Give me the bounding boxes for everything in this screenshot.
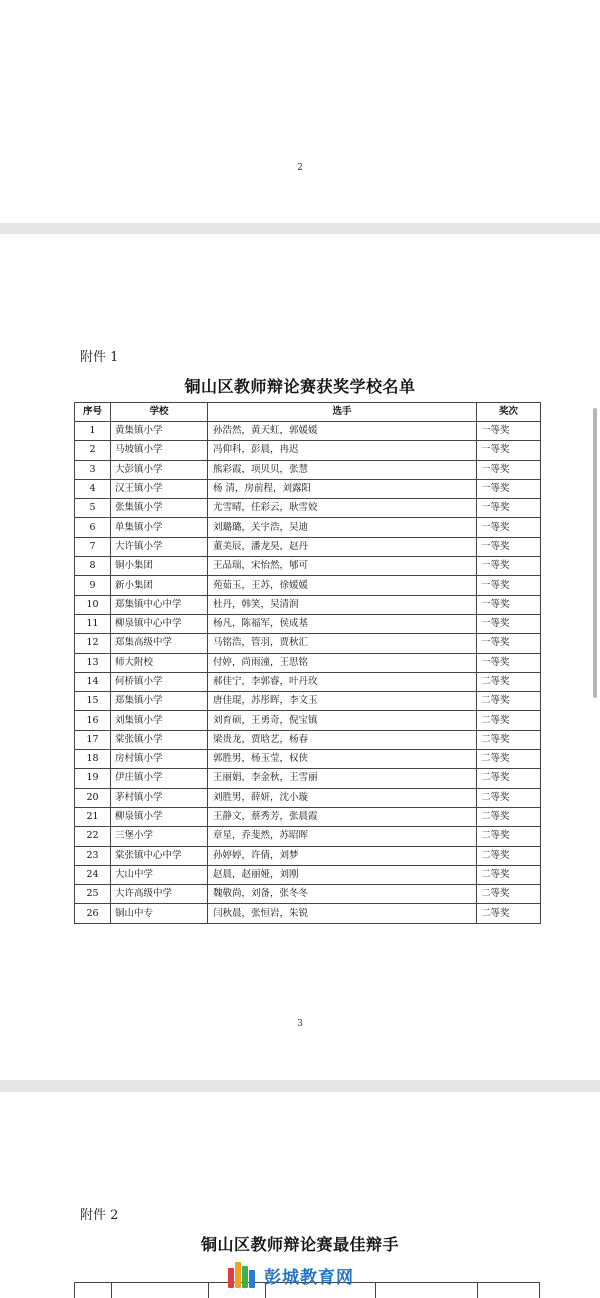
school-name: 郑集高级中学	[111, 634, 208, 653]
site-watermark	[228, 1262, 354, 1288]
row-number: 19	[75, 769, 111, 788]
column-header-players: 选手	[208, 403, 477, 422]
row-number: 25	[75, 885, 111, 904]
school-name: 棠张镇小学	[111, 730, 208, 749]
award-level: 一等奖	[477, 595, 541, 614]
row-number: 17	[75, 730, 111, 749]
players: 苑茹玉，王苏，徐媛媛	[208, 576, 477, 595]
players: 杜丹，韩笑，吴清润	[208, 595, 477, 614]
table-row	[75, 730, 541, 749]
award-level: 二等奖	[477, 730, 541, 749]
award-level: 二等奖	[477, 865, 541, 884]
school-name: 刘集镇小学	[111, 711, 208, 730]
award-level: 二等奖	[477, 904, 541, 923]
row-number: 13	[75, 653, 111, 672]
table-row	[75, 692, 541, 711]
table-row	[75, 769, 541, 788]
award-level: 二等奖	[477, 846, 541, 865]
page-number: 2	[297, 163, 303, 173]
players: 马铭浩，管羽，贾秋汇	[208, 634, 477, 653]
school-name: 何桥镇小学	[111, 672, 208, 691]
players: 付婷，尚雨潼，王思铭	[208, 653, 477, 672]
players: 董美辰，潘龙昊，赵丹	[208, 537, 477, 556]
table-row	[75, 557, 541, 576]
table-row	[75, 441, 541, 460]
players: 郝佳宁，李郭睿，叶丹玫	[208, 672, 477, 691]
award-level: 一等奖	[477, 557, 541, 576]
table-row	[75, 614, 541, 633]
players: 杨 清，房前程，刘露阳	[208, 479, 477, 498]
school-name: 伊庄镇小学	[111, 769, 208, 788]
table-row	[75, 499, 541, 518]
table-row	[75, 576, 541, 595]
table-row	[75, 846, 541, 865]
school-name: 郑集镇中心中学	[111, 595, 208, 614]
award-level: 一等奖	[477, 499, 541, 518]
row-number: 4	[75, 479, 111, 498]
row-number: 22	[75, 827, 111, 846]
school-name: 三堡小学	[111, 827, 208, 846]
school-name: 单集镇小学	[111, 518, 208, 537]
row-number: 1	[75, 422, 111, 441]
attachment-label: 附件 2	[80, 1208, 119, 1223]
table-row	[75, 711, 541, 730]
players: 刘胜男，薛妍，沈小璇	[208, 788, 477, 807]
page-number: 3	[297, 1019, 303, 1029]
table-row	[75, 422, 541, 441]
players: 章星，乔斐然，苏昭晖	[208, 827, 477, 846]
awards-table	[74, 402, 541, 924]
row-number: 21	[75, 807, 111, 826]
players: 郭胜男，杨玉莹，权侠	[208, 750, 477, 769]
players: 王丽娟，李金秋，王雪丽	[208, 769, 477, 788]
column-header-school: 学校	[111, 403, 208, 422]
table-row	[75, 653, 541, 672]
table-row	[75, 865, 541, 884]
table-row	[75, 750, 541, 769]
table-header-row	[75, 403, 541, 422]
attachment-label: 附件 1	[80, 350, 119, 365]
document-page-3	[0, 234, 600, 1080]
school-name: 马坡镇小学	[111, 441, 208, 460]
table-row	[75, 518, 541, 537]
row-number: 3	[75, 460, 111, 479]
awards-table-body	[75, 422, 541, 924]
players: 闫秋晨，张恒岩，朱锐	[208, 904, 477, 923]
award-level: 二等奖	[477, 769, 541, 788]
table-row	[75, 807, 541, 826]
table-row	[75, 885, 541, 904]
players: 梁贵龙，贾晗艺，杨春	[208, 730, 477, 749]
school-name: 新小集团	[111, 576, 208, 595]
table-row	[75, 537, 541, 556]
row-number: 14	[75, 672, 111, 691]
players: 刘育硕，王勇奇，倪宝镇	[208, 711, 477, 730]
table-row	[75, 788, 541, 807]
players: 赵晨，赵丽娅，刘刚	[208, 865, 477, 884]
column-header-number: 序号	[75, 403, 111, 422]
row-number: 5	[75, 499, 111, 518]
award-level: 二等奖	[477, 788, 541, 807]
row-number: 10	[75, 595, 111, 614]
row-number: 11	[75, 614, 111, 633]
players: 尤雪晴，任彩云，耿雪姣	[208, 499, 477, 518]
table-row	[75, 595, 541, 614]
school-name: 柳泉镇小学	[111, 807, 208, 826]
row-number: 7	[75, 537, 111, 556]
award-level: 二等奖	[477, 711, 541, 730]
players: 孙浩然，黄天虹，郭媛媛	[208, 422, 477, 441]
award-level: 一等奖	[477, 537, 541, 556]
document-title: 铜山区教师辩论赛最佳辩手	[200, 1235, 399, 1254]
row-number: 20	[75, 788, 111, 807]
table-row	[75, 479, 541, 498]
school-name: 铜山中专	[111, 904, 208, 923]
document-title: 铜山区教师辩论赛获奖学校名单	[184, 377, 416, 396]
school-name: 郑集镇小学	[111, 692, 208, 711]
row-number: 9	[75, 576, 111, 595]
school-name: 棠张镇中心中学	[111, 846, 208, 865]
school-name: 大许高级中学	[111, 885, 208, 904]
school-name: 汉王镇小学	[111, 479, 208, 498]
school-name: 黄集镇小学	[111, 422, 208, 441]
school-name: 师大附校	[111, 653, 208, 672]
table-row	[75, 827, 541, 846]
award-level: 一等奖	[477, 479, 541, 498]
school-name: 张集镇小学	[111, 499, 208, 518]
row-number: 16	[75, 711, 111, 730]
players: 刘璐璐，关宇浩，吴迪	[208, 518, 477, 537]
award-level: 一等奖	[477, 518, 541, 537]
award-level: 一等奖	[477, 576, 541, 595]
row-number: 26	[75, 904, 111, 923]
row-number: 8	[75, 557, 111, 576]
table-row	[75, 904, 541, 923]
school-name: 柳泉镇中心中学	[111, 614, 208, 633]
players: 孙婷婷，许倩，刘梦	[208, 846, 477, 865]
players: 王静文，蔡秀芳，张晨霞	[208, 807, 477, 826]
award-level: 二等奖	[477, 750, 541, 769]
award-level: 二等奖	[477, 885, 541, 904]
award-level: 一等奖	[477, 422, 541, 441]
row-number: 6	[75, 518, 111, 537]
players: 冯仰科，彭晨，冉迟	[208, 441, 477, 460]
players: 唐佳琨，苏彤晖，李文玉	[208, 692, 477, 711]
school-name: 铜小集团	[111, 557, 208, 576]
table-row	[75, 460, 541, 479]
row-number: 15	[75, 692, 111, 711]
school-name: 茅村镇小学	[111, 788, 208, 807]
table-row	[75, 672, 541, 691]
players: 熊彩霞，项贝贝，张慧	[208, 460, 477, 479]
book-logo-icon	[228, 1262, 258, 1288]
award-level: 二等奖	[477, 692, 541, 711]
award-level: 一等奖	[477, 460, 541, 479]
school-name: 大彭镇小学	[111, 460, 208, 479]
document-page-4	[0, 1092, 600, 1298]
award-level: 二等奖	[477, 807, 541, 826]
award-level: 一等奖	[477, 653, 541, 672]
award-level: 一等奖	[477, 441, 541, 460]
school-name: 大许镇小学	[111, 537, 208, 556]
row-number: 18	[75, 750, 111, 769]
column-header-award: 奖次	[477, 403, 541, 422]
award-level: 二等奖	[477, 672, 541, 691]
document-page-2	[0, 0, 600, 223]
award-level: 一等奖	[477, 634, 541, 653]
vertical-scrollbar[interactable]	[593, 408, 597, 698]
award-level: 二等奖	[477, 827, 541, 846]
players: 魏敬尚，刘备，张冬冬	[208, 885, 477, 904]
players: 王品瑞，宋怡然，郇可	[208, 557, 477, 576]
table-row	[75, 634, 541, 653]
school-name: 大山中学	[111, 865, 208, 884]
players: 杨凡，陈福军，侯成基	[208, 614, 477, 633]
award-level: 一等奖	[477, 614, 541, 633]
watermark-text: 彭城教育网	[264, 1267, 354, 1288]
row-number: 23	[75, 846, 111, 865]
row-number: 2	[75, 441, 111, 460]
row-number: 12	[75, 634, 111, 653]
school-name: 房村镇小学	[111, 750, 208, 769]
row-number: 24	[75, 865, 111, 884]
